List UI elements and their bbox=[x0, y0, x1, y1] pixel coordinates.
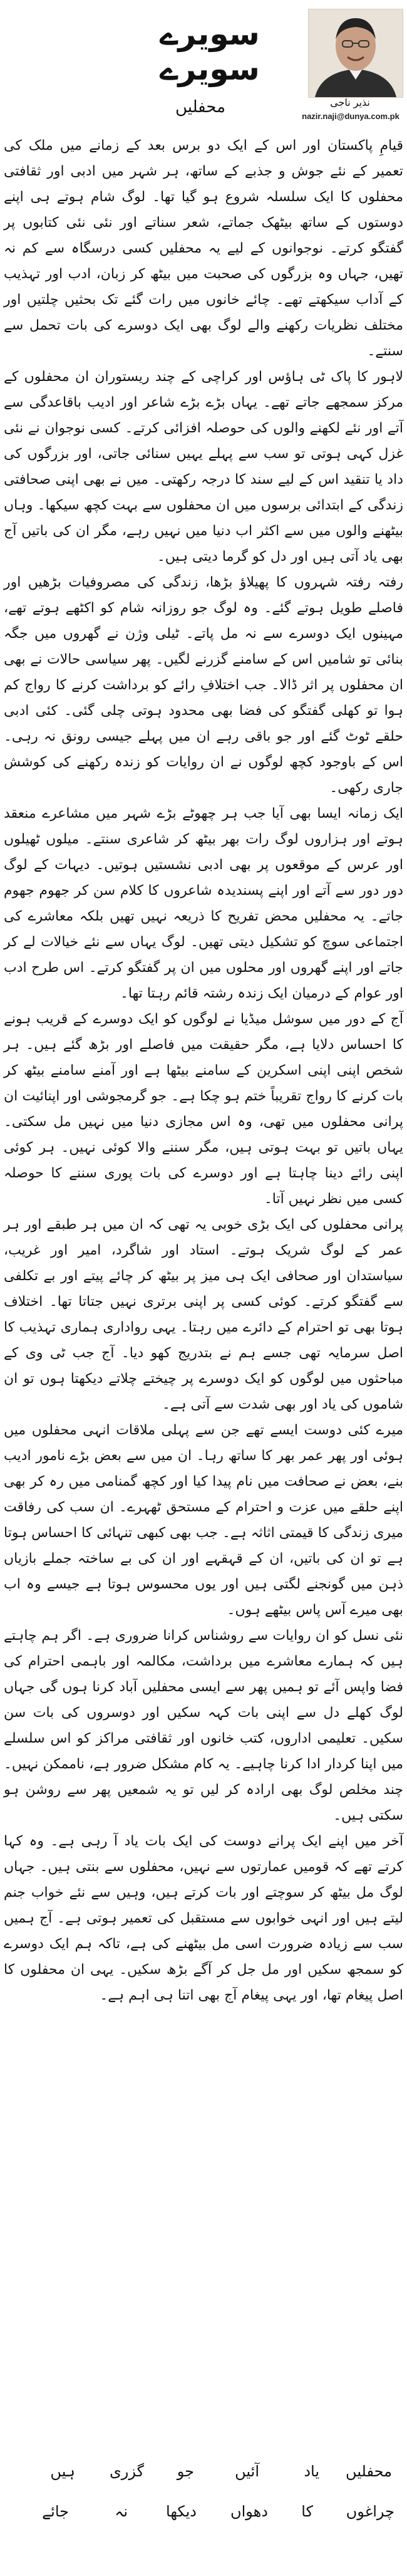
couplet-word: گزری bbox=[109, 2463, 144, 2480]
couplet-line-1 bbox=[0, 2463, 407, 2488]
couplet-word: جائے bbox=[42, 2503, 69, 2520]
couplet-word: دھواں bbox=[230, 2503, 268, 2520]
article-paragraph: نئی نسل کو ان روایات سے روشناس کرانا ضروری ہے۔ اگر ہم چاہتے ہیں کہ ہمارے معاشرے میں برداشت، مکالمہ اور باہمی احترام کی فضا واپس آئے تو ہمیں پھر سے ایسی محفلیں آباد کرنا ہوں گی جہاں لوگ کھلے دل سے اپنی بات کہہ سکیں اور دوسروں کی بات سن سکیں۔ تعلیمی اداروں، کتب خانوں اور ثقافتی مراکز کو اس سلسلے میں اپنا کردار ادا کرنا چاہیے۔ یہ کام مشکل ضرور ہے، ناممکن نہیں۔ چند مخلص لوگ بھی ارادہ کر لیں تو یہ شمعیں پھر سے روشن ہو سکتی ہیں۔ bbox=[4, 1628, 403, 1823]
author-email: nazir.naji@dunya.com.pk bbox=[302, 112, 399, 121]
article-paragraph: آج کے دور میں سوشل میڈیا نے لوگوں کو ایک دوسرے کے قریب ہونے کا احساس دلایا ہے، مگر حقیقت میں فاصلے اور بڑھ گئے ہیں۔ ہر شخص اپنی اپنی اسکرین کے سامنے بیٹھا ہے اور آمنے سامنے بیٹھ کر بات کرنے کا رواج تقریباً ختم ہو چکا ہے۔ جو گرمجوشی اور اپنائیت ان پرانی محفلوں میں تھی، وہ اس مجازی دنیا میں نہیں مل سکتی۔ یہاں باتیں تو بہت ہوتی ہیں، مگر سننے والا کوئی نہیں۔ ہر کوئی اپنی رائے دینا چاہتا ہے اور دوسرے کی بات پوری سننے کا حوصلہ کسی میں نظر نہیں آتا۔ bbox=[4, 1011, 403, 1207]
article-paragraph: رفتہ رفتہ شہروں کا پھیلاؤ بڑھا، زندگی کی مصروفیات بڑھیں اور فاصلے طویل ہوتے گئے۔ وہ لوگ جو روزانہ شام کو اکٹھے ہوتے تھے، مہینوں ایک دوسرے سے نہ مل پاتے۔ ٹیلی وژن نے گھروں میں جگہ بنائی تو شامیں اس کے سامنے گزرنے لگیں۔ پھر سیاسی حالات نے بھی ان محفلوں پر اثر ڈالا۔ جب اختلافِ رائے کو برداشت کرنے کا رواج کم ہوا تو کھلی گفتگو کی فضا بھی محدود ہوتی چلی گئی۔ کئی ادبی حلقے ٹوٹ گئے اور جو باقی رہے ان میں پہلے جیسی رونق نہ رہی۔ اس کے باوجود کچھ لوگوں نے ان روایات کو زندہ رکھنے کی کوشش جاری رکھی۔ bbox=[4, 575, 403, 796]
column-header bbox=[0, 0, 407, 128]
article-paragraph: میرے کئی دوست ایسے تھے جن سے پہلی ملاقات انہی محفلوں میں ہوئی اور پھر عمر بھر کا ساتھ رہا۔ ان میں سے بعض بڑے نامور ادیب بنے، بعض نے صحافت میں نام پیدا کیا اور کچھ گمنامی میں رہ کر بھی اپنے حلقے میں عزت و احترام کے مستحق ٹھہرے۔ ان سب کی رفاقت میری زندگی کا قیمتی اثاثہ ہے۔ جب بھی کبھی تنہائی کا احساس ہوتا ہے تو ان کی باتیں، ان کے قہقہے اور ان کی بے ساختہ جملے بازیاں ذہن میں گونجنے لگتی ہیں اور یوں محسوس ہوتا ہے جیسے وہ اب بھی میرے آس پاس بیٹھے ہوں۔ bbox=[4, 1422, 403, 1618]
couplet-word: جو bbox=[177, 2463, 194, 2480]
article-paragraph: آخر میں اپنے ایک پرانے دوست کی ایک بات یاد آ رہی ہے۔ وہ کہا کرتے تھے کہ قومیں عمارتوں سے نہیں، محفلوں سے بنتی ہیں۔ جہاں لوگ مل بیٹھ کر سوچتے اور بات کرتے ہیں، وہیں سے نئے خواب جنم لیتے ہیں اور انہی خوابوں سے مستقبل کی تعمیر ہوتی ہے۔ آج ہمیں سب سے زیادہ ضرورت اسی مل بیٹھنے کی ہے، تاکہ ہم ایک دوسرے کو سمجھ سکیں اور مل جل کر آگے بڑھ سکیں۔ یہی ان محفلوں کا اصل پیغام تھا، اور یہی پیغام آج بھی اتنا ہی اہم ہے۔ bbox=[4, 1833, 403, 2003]
couplet-word: آئیں bbox=[235, 2463, 259, 2480]
couplet-line-2 bbox=[0, 2503, 407, 2528]
article-body bbox=[0, 133, 407, 2436]
couplet-word: نہ bbox=[115, 2503, 128, 2520]
author-photo bbox=[308, 9, 403, 98]
column-title: محفلیں bbox=[175, 98, 226, 117]
article-paragraph: ایک زمانہ ایسا بھی آیا جب ہر چھوٹے بڑے شہر میں مشاعرے منعقد ہوتے اور ہزاروں لوگ رات بھر بیٹھ کر شاعری سنتے۔ میلوں ٹھیلوں اور عرس کے موقعوں پر بھی ادبی نشستیں ہوتیں۔ دیہات کے لوگ دور دور سے آتے اور اپنے پسندیدہ شاعروں کا کلام سن کر جھوم جھوم جاتے۔ یہ محفلیں محض تفریح کا ذریعہ نہیں تھیں بلکہ معاشرے کی اجتماعی سوچ کو تشکیل دیتی تھیں۔ لوگ یہاں سے نئے خیالات لے کر جاتے اور اپنے گھروں اور محلوں میں ان پر گفتگو کرتے۔ اس طرح ادب اور عوام کے درمیان ایک زندہ رشتہ قائم رہتا تھا۔ bbox=[4, 806, 403, 1001]
article-paragraph: قیامِ پاکستان اور اس کے ایک دو برس بعد کے زمانے میں ملک کی تعمیر کے نئے جوش و جذبے کے ساتھ، ہر شہر میں ادبی اور ثقافتی محفلوں کا ایک سلسلہ شروع ہو گیا تھا۔ لوگ شام ہوتے ہی اپنے دوستوں کے ساتھ بیٹھک جماتے، شعر سناتے اور نئی نئی کتابوں پر گفتگو کرتے۔ نوجوانوں کے لیے یہ محفلیں کسی درسگاہ سے کم نہ تھیں، جہاں وہ بزرگوں کی صحبت میں بیٹھ کر زبان، ادب اور تہذیب کے آداب سیکھتے تھے۔ چائے خانوں میں رات گئے تک بحثیں چلتیں اور مختلف نظریات رکھنے والے لوگ بھی ایک دوسرے کی بات تحمل سے سنتے۔ bbox=[4, 138, 403, 359]
article-paragraph: پرانی محفلوں کی ایک بڑی خوبی یہ تھی کہ ان میں ہر طبقے اور ہر عمر کے لوگ شریک ہوتے۔ استاد اور شاگرد، امیر اور غریب، سیاستدان اور صحافی ایک ہی میز پر بیٹھ کر چائے پیتے اور بے تکلفی سے گفتگو کرتے۔ کوئی کسی پر اپنی برتری نہیں جتاتا تھا۔ اختلاف ہوتا بھی تو احترام کے دائرے میں رہتا۔ یہی رواداری ہماری تہذیب کا اصل سرمایہ تھی جسے ہم نے بتدریج کھو دیا۔ آج جب ٹی وی کے مباحثوں میں لوگوں کو ایک دوسرے پر چیختے چلاتے دیکھتا ہوں تو ان شاموں کی یاد اور بھی شدت سے آتی ہے۔ bbox=[4, 1217, 403, 1412]
couplet-word: چراغوں bbox=[346, 2503, 394, 2520]
article-paragraph: لاہور کا پاک ٹی ہاؤس اور کراچی کے چند ریستوران ان محفلوں کے مرکز سمجھے جاتے تھے۔ یہاں بڑے بڑے شاعر اور ادیب باقاعدگی سے آتے اور نئے لکھنے والوں کی حوصلہ افزائی کرتے۔ کسی نوجوان نے نئی غزل کہی ہوتی تو سب سے پہلے یہیں سنائی جاتی، اور بزرگوں کی داد یا تنقید اس کے لیے سند کا درجہ رکھتی۔ میں نے بھی اپنی صحافتی زندگی کے ابتدائی برسوں میں ان محفلوں سے بہت کچھ سیکھا۔ وہاں بیٹھنے والوں میں سے اکثر اب دنیا میں نہیں رہے، مگر ان کی باتیں آج بھی یاد آتی ہیں اور دل کو گرما دیتی ہیں۔ bbox=[4, 369, 403, 565]
couplet-word: محفلیں bbox=[346, 2463, 392, 2480]
author-portrait-image bbox=[309, 9, 403, 97]
column-brand: سویرے سویرے bbox=[160, 16, 260, 87]
closing-couplet bbox=[0, 2450, 407, 2569]
couplet-word: یاد bbox=[304, 2463, 319, 2480]
couplet-word: دیکھا bbox=[166, 2503, 197, 2520]
couplet-word: کا bbox=[301, 2503, 313, 2520]
couplet-word: ہیں bbox=[50, 2463, 75, 2480]
author-name: نذیر ناجی bbox=[330, 96, 370, 108]
